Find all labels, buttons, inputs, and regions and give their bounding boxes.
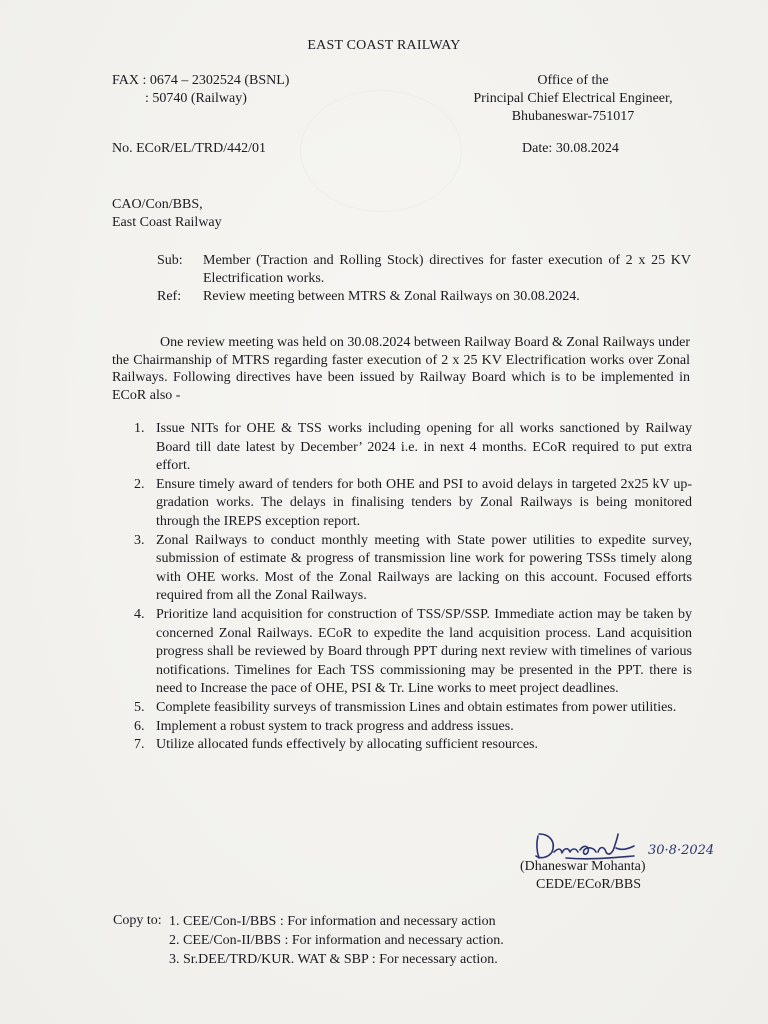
copy-to-item: 1. CEE/Con-I/BBS : For information and necessary action	[169, 914, 496, 929]
intro-paragraph: One review meeting was held on 30.08.2024 between Railway Board & Zonal Railways under the Chairmanship of MTRS regarding faster execution of 2 x 25 KV Electrification works over Zonal Railways. Following directives have been issued by Railway Board which is to be implemented in ECoR also -	[112, 335, 690, 403]
directive-item	[130, 699, 692, 718]
office-line: Principal Chief Electrical Engineer,	[473, 91, 673, 106]
directive-number: 6.	[134, 718, 145, 734]
directive-number: 5.	[134, 699, 145, 715]
directives-list	[130, 420, 692, 755]
directive-item	[130, 718, 692, 737]
office-line: Bhubaneswar-751017	[511, 109, 635, 124]
directive-item	[130, 532, 692, 606]
directive-number: 4.	[134, 606, 145, 622]
directive-text: Prioritize land acquisition for construction of TSS/SP/SSP. Immediate action may be taken by concerned Zonal Railways. ECoR to expedite the land acquisition process. Land acquisition progress shall be reviewed by Board through PPT during next review with timelines of various notifications. Timelines for Each TSS commissioning may be presented in the PPT. there is need to Increase the pace of OHE, PSI & Tr. Line works to meet project deadlines.	[156, 606, 692, 697]
reference-text: Review meeting between MTRS & Zonal Railways on 30.08.2024.	[203, 289, 580, 304]
directive-item	[130, 476, 692, 532]
directive-number: 7.	[134, 737, 145, 753]
directive-text: Issue NITs for OHE & TSS works including opening for all works sanctioned by Railway Board till date latest by December’ 2024 i.e. in next 4 months. ECoR required to put extra effort.	[156, 421, 692, 474]
office-address-block	[458, 72, 688, 126]
directive-text: Zonal Railways to conduct monthly meeting with State power utilities to expedite survey, submission of estimate & progress of transmission line work for powering TSSs timely along with OHE works. Most of the Zonal Railways are lacking on this account. Focused efforts required from all the Zonal Railways.	[156, 532, 692, 604]
office-line: Office of the	[537, 73, 609, 88]
faint-emblem-watermark	[300, 90, 462, 212]
copy-to-item: 3. Sr.DEE/TRD/KUR. WAT & SBP : For necessary action.	[169, 952, 498, 967]
directive-text: Complete feasibility surveys of transmission Lines and obtain estimates from power utilities.	[156, 699, 677, 715]
directive-text: Ensure timely award of tenders for both OHE and PSI to avoid delays in targeted 2x25 kV up-gradation works. The delays in finalising tenders by Zonal Railways is being monitored through the IREPS exception report.	[156, 476, 692, 529]
letter-date: Date: 30.08.2024	[522, 141, 619, 156]
fax-number-railway: : 50740 (Railway)	[145, 91, 247, 106]
letterhead-title: EAST COAST RAILWAY	[307, 38, 461, 53]
directive-text: Utilize allocated funds effectively by allocating sufficient resources.	[156, 737, 539, 753]
copy-to-item: 2. CEE/Con-II/BBS : For information and necessary action.	[169, 933, 504, 948]
addressee-organization: East Coast Railway	[112, 215, 222, 230]
directive-number: 1.	[134, 421, 145, 436]
signatory-designation: CEDE/ECoR/BBS	[536, 877, 642, 892]
directive-number: 3.	[134, 532, 145, 548]
reference-label: Ref:	[157, 289, 182, 304]
letter-reference-number: No. ECoR/EL/TRD/442/01	[112, 141, 266, 156]
directive-item	[130, 420, 692, 476]
fax-number-bsnl: FAX : 0674 – 2302524 (BSNL)	[112, 73, 290, 88]
directive-text: Implement a robust system to track progress and address issues.	[156, 718, 514, 734]
directive-item	[130, 606, 692, 699]
signatory-name: (Dhaneswar Mohanta)	[520, 859, 646, 874]
subject-label: Sub:	[157, 253, 183, 268]
directive-number: 2.	[134, 476, 145, 492]
copy-to-label: Copy to:	[113, 913, 162, 928]
svg-text:30·8·2024: 30·8·2024	[648, 843, 715, 858]
directive-item	[130, 736, 692, 755]
subject-text: Member (Traction and Rolling Stock) directives for faster execution of 2 x 25 KV Electrification works.	[203, 253, 691, 286]
copy-to-list	[165, 912, 504, 969]
addressee-designation: CAO/Con/BBS,	[112, 197, 203, 212]
